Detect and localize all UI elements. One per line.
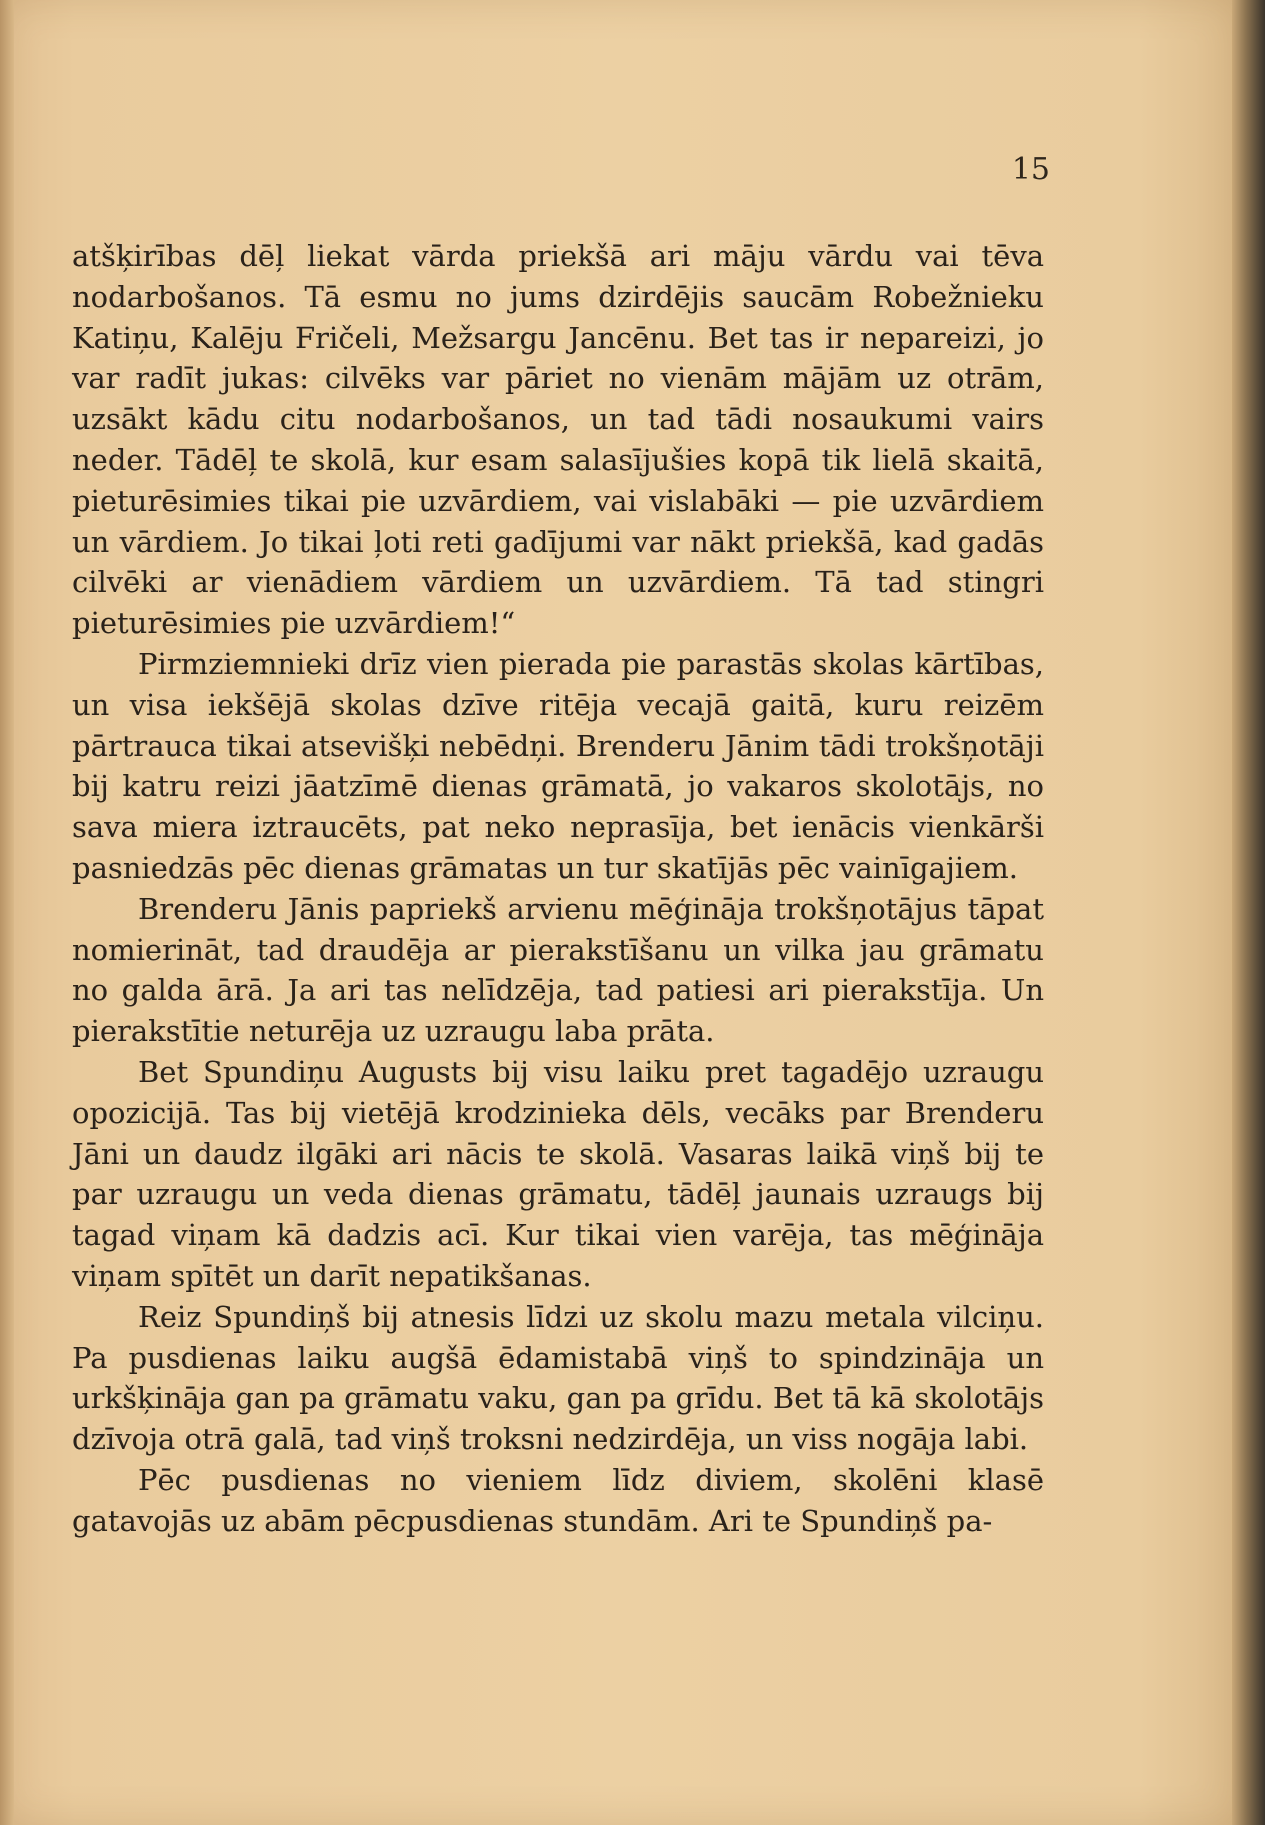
paragraph: atšķirības dēļ liekat vārda priekšā ari māju vārdu vai tēva nodarbošanos. Tā esmu no jums dzirdējis saucām Robežnieku Katiņu, Kalēju Fričeli, Mežsargu Jancēnu. Bet tas ir nepareizi, jo var radīt jukas: cilvēks var pāriet no vienām mājām uz otrām, uzsākt kādu citu nodarbošanos, un tad tādi nosaukumi vairs neder. Tādēļ te skolā, kur esam salasījušies kopā tik lielā skaitā, pieturēsimies tikai pie uzvārdiem, vai vislabāki — pie uzvārdiem un vārdiem. Jo tikai ļoti reti gadījumi var nākt priekšā, kad gadās cilvēki ar vienādiem vārdiem un uzvārdiem. Tā tad stingri pieturēsimies pie uzvārdiem!“ — [72, 239, 1044, 641]
paragraph: Bet Spundiņu Augusts bij visu laiku pret tagadējo uzraugu opozicijā. Tas bij vietējā krodzinieka dēls, vecāks par Brenderu Jāni un daudz ilgāki ari nācis te skolā. Vasaras laikā viņš bij te par uzraugu un veda dienas grāmatu, tādēļ jaunais uzraugs bij tagad viņam kā dadzis acī. Kur tikai vien varēja, tas mēģināja viņam spītēt un darīt nepatikšanas. — [72, 1054, 1044, 1293]
paragraph: Pirmziemnieki drīz vien pierada pie parastās skolas kārtības, un visa iekšējā skolas dzīve ritēja vecajā gaitā, kuru reizēm pārtrauca tikai atsevišķi nebēdņi. Brenderu Jānim tādi trokšņotāji bij katru reizi jāatzīmē dienas grāmatā, jo vakaros skolotājs, no sava miera iztraucēts, pat neko neprasīja, bet ienācis vienkārši pasniedzās pēc dienas grāmatas un tur skatījās pēc vainīgajiem. — [72, 646, 1044, 885]
paragraph: Pēc pusdienas no vieniem līdz diviem, skolēni klasē gatavojās uz abām pēcpusdienas stundām. Ari te Spundiņš pa- — [72, 1462, 1044, 1538]
paragraph: Reiz Spundiņš bij atnesis līdzi uz skolu mazu metala vilciņu. Pa pusdienas laiku augšā ēdamistabā viņš to spindzināja un urkšķināja gan pa grāmatu vaku, gan pa grīdu. Bet tā kā skolotājs dzīvoja otrā galā, tad viņš troksni nedzirdēja, un viss nogāja labi. — [72, 1299, 1044, 1457]
page-body — [72, 236, 1044, 1542]
paragraph: Brenderu Jānis papriekš arvienu mēģināja trokšņotājus tāpat nomierināt, tad draudēja ar pierakstīšanu un vilka jau grāmatu no galda ārā. Ja ari tas nelīdzēja, tad patiesi ari pierakstīja. Un pierakstītie neturēja uz uzraugu laba prāta. — [72, 891, 1044, 1049]
book-spine — [0, 0, 14, 1825]
page-number: 15 — [1011, 152, 1050, 187]
page-edge — [1232, 0, 1265, 1825]
